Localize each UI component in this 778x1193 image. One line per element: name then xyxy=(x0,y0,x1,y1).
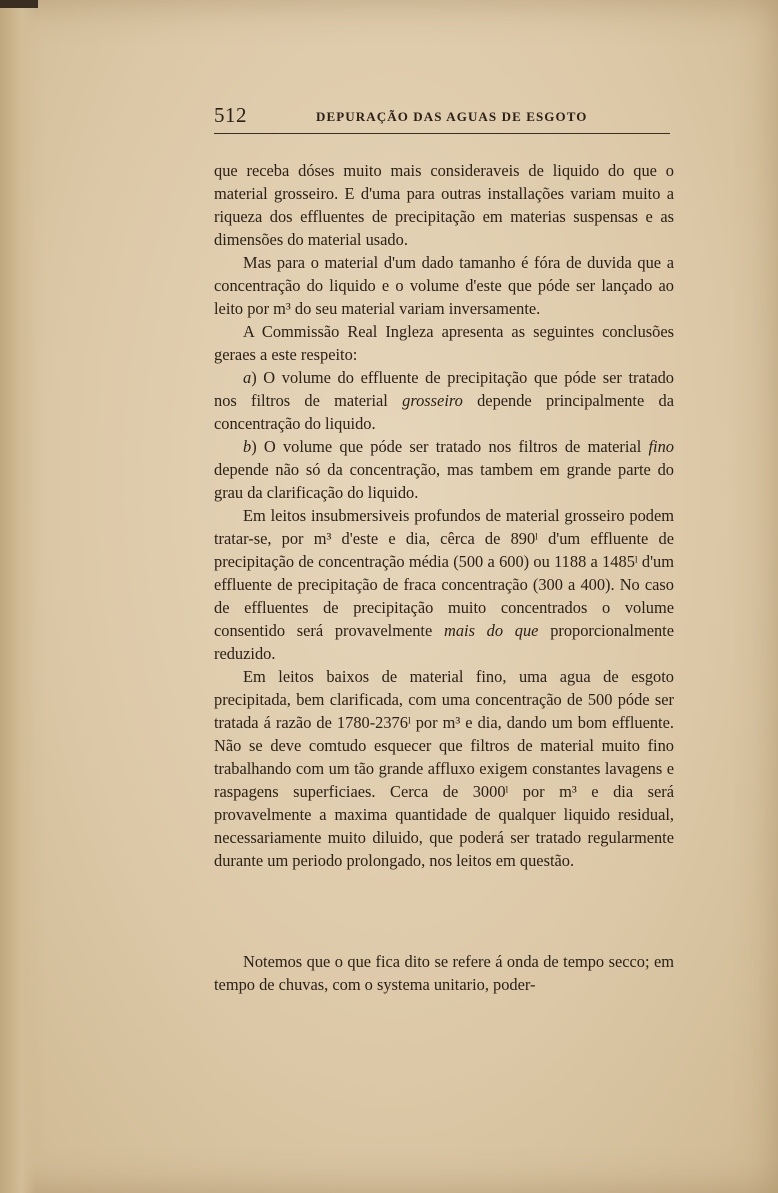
paragraph xyxy=(214,159,674,251)
italic-text: grosseiro xyxy=(402,391,463,410)
paragraph-text: ) O volume do effluente de precipitação que póde ser tratado nos filtros de material xyxy=(214,368,674,410)
paragraph-text: depende principalmente da concentração do liquido. xyxy=(214,391,674,433)
paragraph-text: Em leitos insubmersiveis profundos de material grosseiro podem tratar-se, por m³ d'este e dia, cêrca de 890ˡ d'um effluente de precipitação de concentração média (500 a 600) ou 1188 a 1485ˡ d'um effluente de precipitação de fraca concentração (300 a 400). No caso de effluentes de precipitação muito concentrados o volume consentido será provavelmente xyxy=(214,506,674,640)
paragraph-text: que receba dóses muito mais consideraveis de liquido do que o material grosseiro. E d'uma para outras installações variam muito a riqueza dos effluentes de precipitação em materias suspensas e as dimensões do material usado. xyxy=(214,161,674,249)
italic-text: fino xyxy=(648,437,674,456)
paragraph xyxy=(214,435,674,504)
paragraph-text: ) O volume que póde ser tratado nos filtros de material xyxy=(251,437,649,456)
paragraph-text: Mas para o material d'um dado tamanho é fóra de duvida que a concentração do liquido e o volume d'este que póde ser lançado ao leito por m³ do seu material variam inversamente. xyxy=(214,253,674,318)
paragraph-text: Notemos que o que fica dito se refere á onda de tempo secco; em tempo de chuvas, com o systema unitario, poder- xyxy=(214,952,674,994)
paragraph xyxy=(214,665,674,872)
running-title: DEPURAÇÃO DAS AGUAS DE ESGOTO xyxy=(316,109,588,124)
paragraph-text: proporcionalmente reduzido. xyxy=(214,621,674,663)
paragraph xyxy=(214,950,674,996)
italic-text: mais do que xyxy=(443,621,539,640)
paragraph-text: A Commissão Real Ingleza apresenta as seguintes conclusões geraes a este respeito: xyxy=(214,322,674,364)
corner-mark xyxy=(0,0,38,8)
paragraph xyxy=(214,251,674,320)
paragraph-text: depende não só da concentração, mas tambem em grande parte do grau da clarificação do liquido. xyxy=(214,460,674,502)
italic-text: a xyxy=(243,368,252,387)
header-rule xyxy=(214,133,670,134)
paragraph xyxy=(214,504,674,665)
page-header xyxy=(214,103,670,131)
page-edge-shadow xyxy=(0,0,36,1193)
italic-text: b xyxy=(243,437,252,456)
paragraph-text: Em leitos baixos de material fino, uma agua de esgoto precipitada, bem clarificada, com uma concentração de 500 póde ser tratada á razão de 1780-2376ˡ por m³ e dia, dando um bom effluente. Não se deve comtudo esquecer que filtros de material muito fino trabalhando com um tão grande affluxo exigem constantes lavagens e raspagens superficiaes. Cerca de 3000ˡ por m³ e dia será provavelmente a maxima quantidade de qualquer liquido residual, necessariamente muito diluido, que poderá ser tratado regularmente durante um periodo prolongado, nos leitos em questão. xyxy=(214,667,674,870)
body-text xyxy=(214,159,674,872)
closing-text xyxy=(214,950,674,996)
paragraph xyxy=(214,366,674,435)
paragraph xyxy=(214,320,674,366)
page-number: 512 xyxy=(214,103,247,127)
